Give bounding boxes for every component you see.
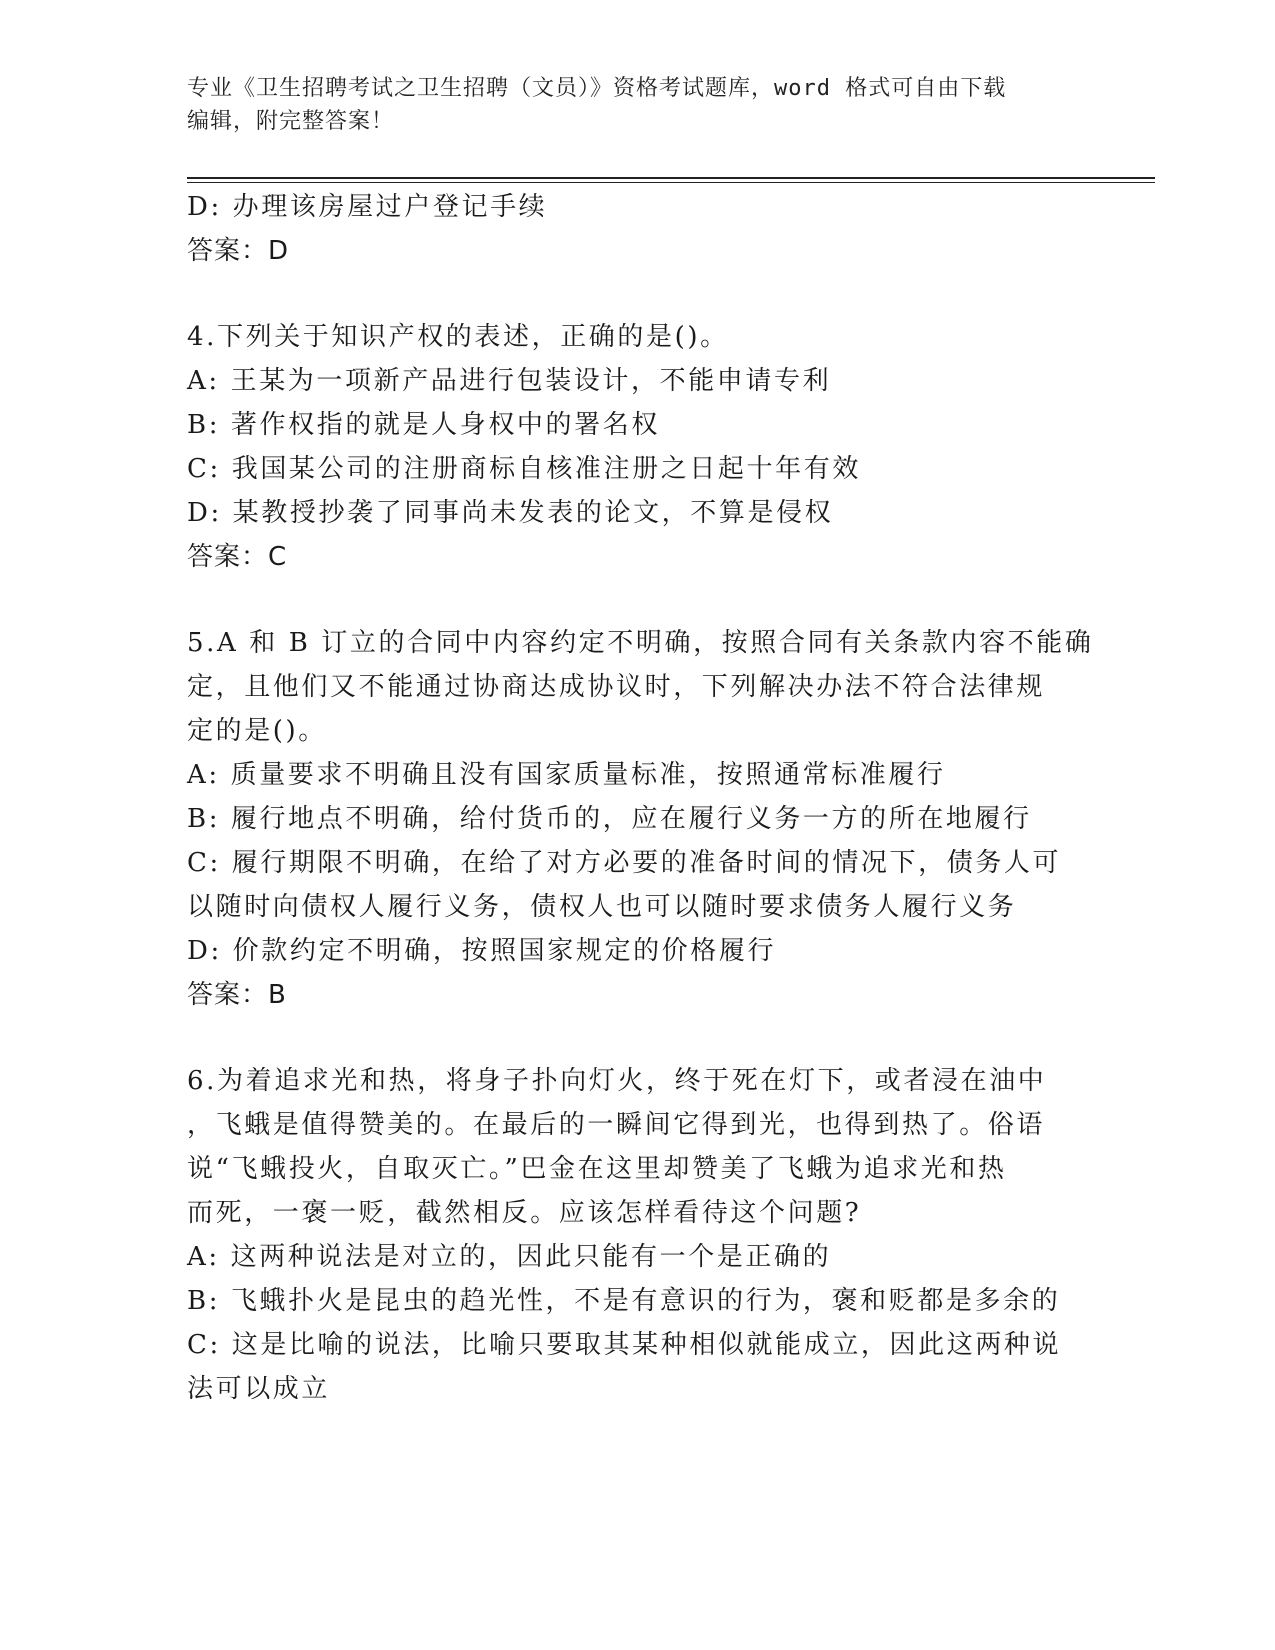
q3-option-d: D: 办理该房屋过户登记手续 (187, 192, 548, 222)
q5-stem-line-2: 定，且他们又不能通过协商达成协议时，下列解决办法不符合法律规 (187, 672, 1046, 702)
q6-stem-line-3: 说“飞蛾投火，自取灭亡。”巴金在这里却赞美了飞蛾为追求光和热 (187, 1154, 1007, 1184)
q4-option-c: C: 我国某公司的注册商标自核准注册之日起十年有效 (187, 454, 861, 484)
header-line-1: 专业《卫生招聘考试之卫生招聘（文员）》资格考试题库，word 格式可自由下载 (187, 76, 1007, 101)
q4-option-d: D: 某教授抄袭了同事尚未发表的论文，不算是侵权 (187, 498, 834, 528)
q4-stem: 4.下列关于知识产权的表述，正确的是()。 (187, 322, 729, 352)
q6-option-c-line-2: 法可以成立 (187, 1374, 331, 1404)
q5-stem-line-1: 5.A 和 B 订立的合同中内容约定不明确，按照合同有关条款内容不能确 (187, 628, 1094, 658)
q6-stem-line-2: ，飞蛾是值得赞美的。在最后的一瞬间它得到光，也得到热了。俗语 (187, 1110, 1046, 1140)
q6-option-c-line-1: C: 这是比喻的说法，比喻只要取其某种相似就能成立，因此这两种说 (187, 1330, 1062, 1360)
q5-option-a: A: 质量要求不明确且没有国家质量标准，按照通常标准履行 (187, 760, 946, 790)
q4-option-a: A: 王某为一项新产品进行包装设计，不能申请专利 (187, 366, 832, 396)
q5-option-c-line-2: 以随时向债权人履行义务，债权人也可以随时要求债务人履行义务 (187, 892, 1017, 922)
q5-option-b: B: 履行地点不明确，给付货币的，应在履行义务一方的所在地履行 (187, 804, 1032, 834)
header-line-2: 编辑，附完整答案！ (187, 109, 395, 134)
header-divider-thick (187, 177, 1155, 179)
header-divider-thin (187, 182, 1155, 183)
q5-answer: 答案：B (187, 980, 287, 1010)
q4-option-b: B: 著作权指的就是人身权中的署名权 (187, 410, 660, 440)
q6-option-b: B: 飞蛾扑火是昆虫的趋光性，不是有意识的行为，褒和贬都是多余的 (187, 1286, 1061, 1316)
q4-answer: 答案：C (187, 542, 288, 572)
document-header (187, 72, 1067, 138)
q6-stem-line-1: 6.为着追求光和热，将身子扑向灯火，终于死在灯下，或者浸在油中 (187, 1066, 1047, 1096)
q6-option-a: A: 这两种说法是对立的，因此只能有一个是正确的 (187, 1242, 832, 1272)
q5-option-d: D: 价款约定不明确，按照国家规定的价格履行 (187, 936, 777, 966)
q6-stem-line-4: 而死，一褒一贬，截然相反。应该怎样看待这个问题? (187, 1198, 862, 1228)
q5-stem-line-3: 定的是()。 (187, 716, 327, 746)
q5-option-c-line-1: C: 履行期限不明确，在给了对方必要的准备时间的情况下，债务人可 (187, 848, 1062, 878)
q3-answer: 答案：D (187, 236, 290, 266)
